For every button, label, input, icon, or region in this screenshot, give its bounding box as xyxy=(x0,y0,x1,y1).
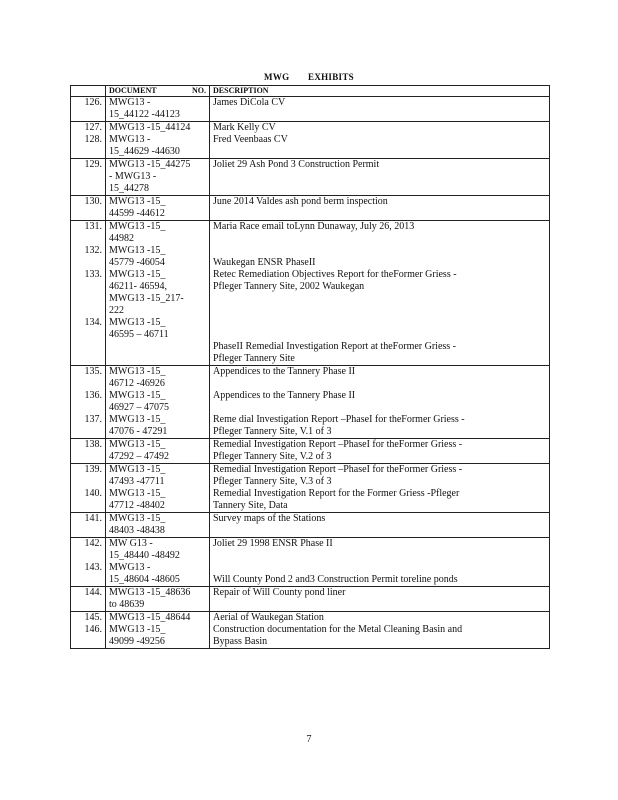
description: Appendices to the Tannery Phase II xyxy=(213,390,356,401)
document-number: MWG13 -15_ 47292 – 47492 xyxy=(109,439,169,462)
document-number-cell xyxy=(106,464,210,513)
description: Waukegan ENSR PhaseII xyxy=(213,257,316,268)
description: Repair of Will County pond liner xyxy=(213,587,346,598)
description-cell xyxy=(210,538,550,587)
page-title xyxy=(70,72,548,82)
exhibit-number-cell xyxy=(71,538,106,587)
description: Joliet 29 1998 ENSR Phase II xyxy=(213,538,333,549)
exhibit-number: 133. xyxy=(84,269,102,280)
table-body xyxy=(71,97,550,649)
exhibit-number-cell xyxy=(71,366,106,439)
exhibit-number: 137. xyxy=(84,414,102,425)
table-row xyxy=(71,97,550,122)
exhibit-number-cell xyxy=(71,612,106,649)
document-number: MWG13 - 15_44629 -44630 xyxy=(109,134,180,157)
document-number: MWG13 -15_ 46927 – 47075 xyxy=(109,390,169,413)
document-number-cell xyxy=(106,439,210,464)
description: Mark Kelly CV xyxy=(213,122,276,133)
exhibit-number: 128. xyxy=(84,134,102,145)
document-number-cell xyxy=(106,159,210,196)
description: Appendices to the Tannery Phase II xyxy=(213,366,356,377)
document-number-cell xyxy=(106,196,210,221)
exhibit-number: 143. xyxy=(84,562,102,573)
exhibit-number-cell xyxy=(71,464,106,513)
table-row xyxy=(71,366,550,439)
exhibits-table xyxy=(70,85,550,649)
description: Remedial Investigation Report for the Former Griess -Pfleger Tannery Site, Data xyxy=(213,488,460,511)
page-number: 7 xyxy=(306,734,312,745)
document-number: MWG13 -15_44275 - MWG13 - 15_44278 xyxy=(109,159,191,194)
header-row xyxy=(71,86,550,97)
description-cell xyxy=(210,221,550,366)
document-number-cell xyxy=(106,612,210,649)
exhibit-number: 127. xyxy=(84,122,102,133)
exhibit-number: 136. xyxy=(84,390,102,401)
document-number: MWG13 -15_ 44982 xyxy=(109,221,166,244)
table-row xyxy=(71,464,550,513)
document-number: MW G13 - 15_48440 -48492 xyxy=(109,538,180,561)
table-row xyxy=(71,159,550,196)
document-number: MWG13 -15_ 48403 -48438 xyxy=(109,513,166,536)
document-number-cell xyxy=(106,587,210,612)
document-number-cell xyxy=(106,513,210,538)
exhibit-number: 145. xyxy=(84,612,102,623)
description: Reme dial Investigation Report –PhaseI for theFormer Griess - Pfleger Tannery Site, V.1 of 3 xyxy=(213,414,465,437)
table-row xyxy=(71,196,550,221)
table-row xyxy=(71,439,550,464)
exhibit-number: 142. xyxy=(84,538,102,549)
description-cell xyxy=(210,159,550,196)
table-row xyxy=(71,612,550,649)
description: Survey maps of the Stations xyxy=(213,513,326,524)
table-row xyxy=(71,122,550,159)
document-number-cell xyxy=(106,221,210,366)
document-number: MWG13 -15_ 49099 -49256 xyxy=(109,624,166,647)
exhibit-number: 129. xyxy=(84,159,102,170)
document-number: MWG13 -15_ 47712 -48402 xyxy=(109,488,166,511)
exhibit-number-cell xyxy=(71,196,106,221)
exhibit-number: 140. xyxy=(84,488,102,499)
description-cell xyxy=(210,97,550,122)
document-number-cell xyxy=(106,97,210,122)
table-row xyxy=(71,221,550,366)
description-cell xyxy=(210,122,550,159)
description-cell xyxy=(210,612,550,649)
exhibit-number-cell xyxy=(71,513,106,538)
exhibit-number: 138. xyxy=(84,439,102,450)
document-number: MWG13 -15_48636 to 48639 xyxy=(109,587,191,610)
table-row xyxy=(71,513,550,538)
exhibit-number: 132. xyxy=(84,245,102,256)
description: Construction documentation for the Metal Cleaning Basin and Bypass Basin xyxy=(213,624,463,647)
description: PhaseII Remedial Investigation Report at theFormer Griess - Pfleger Tannery Site xyxy=(213,341,456,364)
description: Aerial of Waukegan Station xyxy=(213,612,324,623)
header-description: DESCRIPTION xyxy=(210,86,550,97)
description-cell xyxy=(210,439,550,464)
description: Remedial Investigation Report –PhaseI for theFormer Griess - Pfleger Tannery Site, V.2 of 3 xyxy=(213,439,463,462)
document-number: MWG13 -15_ 46595 – 46711 xyxy=(109,317,169,340)
exhibit-number: 134. xyxy=(84,317,102,328)
exhibit-number-cell xyxy=(71,221,106,366)
document-number-cell xyxy=(106,122,210,159)
description: Remedial Investigation Report –PhaseI for theFormer Griess - Pfleger Tannery Site, V.3 of 3 xyxy=(213,464,463,487)
description: Maria Race email toLynn Dunaway, July 26, 2013 xyxy=(213,221,415,232)
exhibit-number-cell xyxy=(71,122,106,159)
header-no-label: NO. xyxy=(192,86,206,95)
description: June 2014 Valdes ash pond berm inspection xyxy=(213,196,388,207)
title-right: EXHIBITS xyxy=(308,72,354,82)
exhibit-number: 126. xyxy=(84,97,102,108)
exhibit-number: 139. xyxy=(84,464,102,475)
document-number: MWG13 -15_ 47493 -47711 xyxy=(109,464,166,487)
header-num xyxy=(71,86,106,97)
description: Fred Veenbaas CV xyxy=(213,134,288,145)
description-cell xyxy=(210,587,550,612)
description-cell xyxy=(210,513,550,538)
exhibit-number: 146. xyxy=(84,624,102,635)
exhibit-number-cell xyxy=(71,587,106,612)
description-cell xyxy=(210,366,550,439)
document-number-cell xyxy=(106,538,210,587)
description-cell xyxy=(210,464,550,513)
exhibit-number-cell xyxy=(71,159,106,196)
document-number: MWG13 -15_ 45779 -46054 xyxy=(109,245,166,268)
header-document xyxy=(106,86,210,97)
header-document-label: DOCUMENT xyxy=(109,86,157,95)
document-number: MWG13 -15_ 44599 -44612 xyxy=(109,196,166,219)
exhibit-number: 144. xyxy=(84,587,102,598)
exhibit-number: 131. xyxy=(84,221,102,232)
description-cell xyxy=(210,196,550,221)
document-number: MWG13 -15_48644 xyxy=(109,612,191,623)
table-row xyxy=(71,587,550,612)
document-number: MWG13 -15_ 46211- 46594, MWG13 -15_217- 222 xyxy=(109,269,184,316)
document-number: MWG13 - 15_44122 -44123 xyxy=(109,97,180,120)
description: Will County Pond 2 and3 Construction Permit toreline ponds xyxy=(213,574,458,585)
document-number: MWG13 -15_ 47076 - 47291 xyxy=(109,414,168,437)
exhibit-number-cell xyxy=(71,97,106,122)
title-left: MWG xyxy=(264,72,290,82)
document-number: MWG13 -15_ 46712 -46926 xyxy=(109,366,166,389)
exhibit-number: 135. xyxy=(84,366,102,377)
exhibit-number: 141. xyxy=(84,513,102,524)
document-number: MWG13 -15_44124 xyxy=(109,122,191,133)
exhibit-number: 130. xyxy=(84,196,102,207)
exhibit-number-cell xyxy=(71,439,106,464)
document-number: MWG13 - 15_48604 -48605 xyxy=(109,562,180,585)
description: Joliet 29 Ash Pond 3 Construction Permit xyxy=(213,159,380,170)
document-number-cell xyxy=(106,366,210,439)
description: James DiCola CV xyxy=(213,97,286,108)
table-row xyxy=(71,538,550,587)
description: Retec Remediation Objectives Report for theFormer Griess - Pfleger Tannery Site, 2002 Waukegan xyxy=(213,269,457,292)
